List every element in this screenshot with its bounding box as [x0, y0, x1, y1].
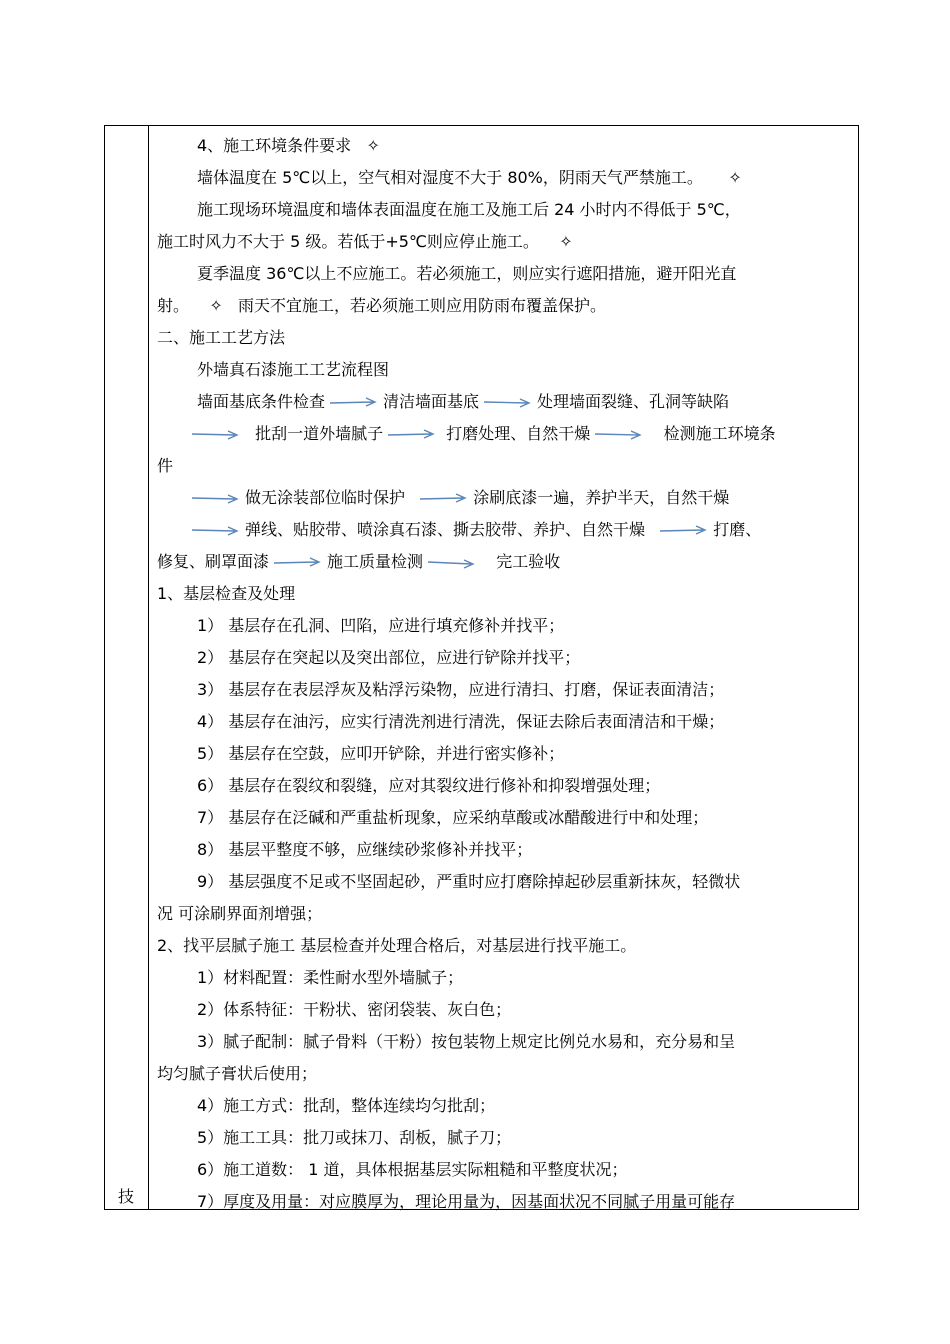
section-2-heading: 2、找平层腻子施工 基层检查并处理合格后，对基层进行找平施工。 — [157, 936, 637, 955]
list-item: 6） 基层存在裂纹和裂缝，应对其裂纹进行修补和抑裂增强处理； — [197, 776, 661, 795]
flow-step: 打磨、 — [713, 520, 762, 539]
flow-step: 墙面基底条件检查 — [197, 392, 326, 411]
paragraph-line: 夏季温度 36℃以上不应施工。若必须施工，则应实行遮阳措施，避开阳光直 — [197, 264, 737, 283]
list-item: 2） 基层存在突起以及突出部位，应进行铲除并找平； — [197, 648, 581, 667]
section-4-title-text: 4、施工环境条件要求 — [197, 136, 352, 155]
paragraph-line — [157, 226, 853, 258]
list-item: 1）材料配置：柔性耐水型外墙腻子； — [197, 968, 464, 987]
list-item-cont: 况 可涂刷界面剂增强； — [157, 904, 323, 923]
flow-step: 批刮一道外墙腻子 — [255, 424, 384, 443]
flow-line-1 — [157, 386, 853, 418]
list-item: 7） 基层存在泛碱和严重盐析现象，应采纳草酸或冰醋酸进行中和处理； — [197, 808, 709, 827]
arrow-right-icon — [419, 492, 469, 506]
list-item: 4） 基层存在油污，应实行清洗剂进行清洗，保证去除后表面清洁和干燥； — [197, 712, 725, 731]
list-item: 2）体系特征：干粉状、密闭袋装、灰白色； — [197, 1000, 512, 1019]
list-item: 3） 基层存在表层浮灰及粘浮污染物，应进行清扫、打磨，保证表面清洁； — [197, 680, 725, 699]
list-item: 8） 基层平整度不够，应继续砂浆修补并找平； — [197, 840, 533, 859]
flow-step: 完工验收 — [496, 552, 561, 571]
flow-line-2-cont: 件 — [157, 456, 174, 475]
section-1-title: 1、基层检查及处理 — [157, 584, 296, 603]
arrow-right-icon — [191, 492, 241, 506]
list-item-cont: 均匀腻子膏状后使用； — [157, 1064, 318, 1083]
paragraph-text: 射。 — [157, 296, 190, 315]
list-item: 7）厚度及用量：对应膜厚为，理论用量为，因基面状况不同腻子用量可能存 — [197, 1192, 736, 1211]
document-content — [157, 130, 853, 1218]
flow-step: 做无涂装部位临时保护 — [245, 488, 406, 507]
list-item: 9） 基层强度不足或不坚固起砂，严重时应打磨除掉起砂层重新抹灰，轻微状 — [197, 872, 741, 891]
column-divider — [148, 125, 149, 1210]
arrow-right-icon — [483, 396, 533, 410]
paragraph-text: 墙体温度在 5℃以上，空气相对湿度不大于 80%，阴雨天气严禁施工。 — [197, 168, 703, 187]
flow-step: 弹线、贴胶带、喷涂真石漆、撕去胶带、养护、自然干燥 — [245, 520, 646, 539]
flow-step: 涂刷底漆一遍，养护半天，自然干燥 — [473, 488, 730, 507]
sparkle-icon: ✧ — [559, 232, 573, 251]
list-item: 1） 基层存在孔洞、凹陷，应进行填充修补并找平； — [197, 616, 565, 635]
flow-line-4 — [157, 514, 853, 546]
sparkle-icon: ✧ — [728, 168, 742, 187]
flow-line-5 — [157, 546, 853, 578]
list-item: 5）施工工具：批刀或抹刀、刮板，腻子刀； — [197, 1128, 512, 1147]
paragraph-text: 施工时风力不大于 5 级。若低于+5℃则应停止施工。 — [157, 232, 539, 251]
sparkle-icon: ✧ — [209, 296, 223, 315]
paragraph-line — [157, 290, 853, 322]
paragraph — [157, 162, 853, 194]
section-2-title: 二、施工工艺方法 — [157, 328, 286, 347]
list-item: 4）施工方式：批刮，整体连续均匀批刮； — [197, 1096, 496, 1115]
flow-line-2 — [157, 418, 853, 450]
flow-step: 检测施工环境条 — [663, 424, 776, 443]
list-item: 3）腻子配制：腻子骨料（干粉）按包装物上规定比例兑水易和，充分易和呈 — [197, 1032, 736, 1051]
flow-step: 清洁墙面基底 — [383, 392, 480, 411]
arrow-right-icon — [427, 556, 477, 570]
flow-title: 外墙真石漆施工工艺流程图 — [197, 360, 390, 379]
sparkle-icon: ✧ — [366, 136, 380, 155]
arrow-right-icon — [594, 428, 644, 442]
flow-line-3 — [157, 482, 853, 514]
arrow-right-icon — [659, 524, 709, 538]
flow-step: 修复、刷罩面漆 — [157, 552, 270, 571]
flow-step: 处理墙面裂缝、孔洞等缺陷 — [537, 392, 730, 411]
flow-step: 施工质量检测 — [327, 552, 424, 571]
flow-step: 打磨处理、自然干燥 — [446, 424, 591, 443]
arrow-right-icon — [387, 428, 437, 442]
list-item: 5） 基层存在空鼓，应叩开铲除，并进行密实修补； — [197, 744, 565, 763]
arrow-right-icon — [191, 524, 241, 538]
paragraph-line: 施工现场环境温度和墙体表面温度在施工及施工后 24 小时内不得低于 5℃， — [197, 200, 741, 219]
left-cell-label: 技 — [117, 1187, 134, 1206]
arrow-right-icon — [329, 396, 379, 410]
arrow-right-icon — [273, 556, 323, 570]
list-item: 6）施工道数： 1 道，具体根据基层实际粗糙和平整度状况； — [197, 1160, 628, 1179]
paragraph-text: 雨天不宜施工，若必须施工则应用防雨布覆盖保护。 — [238, 296, 607, 315]
section-4-title — [157, 130, 853, 162]
arrow-right-icon — [191, 428, 241, 442]
